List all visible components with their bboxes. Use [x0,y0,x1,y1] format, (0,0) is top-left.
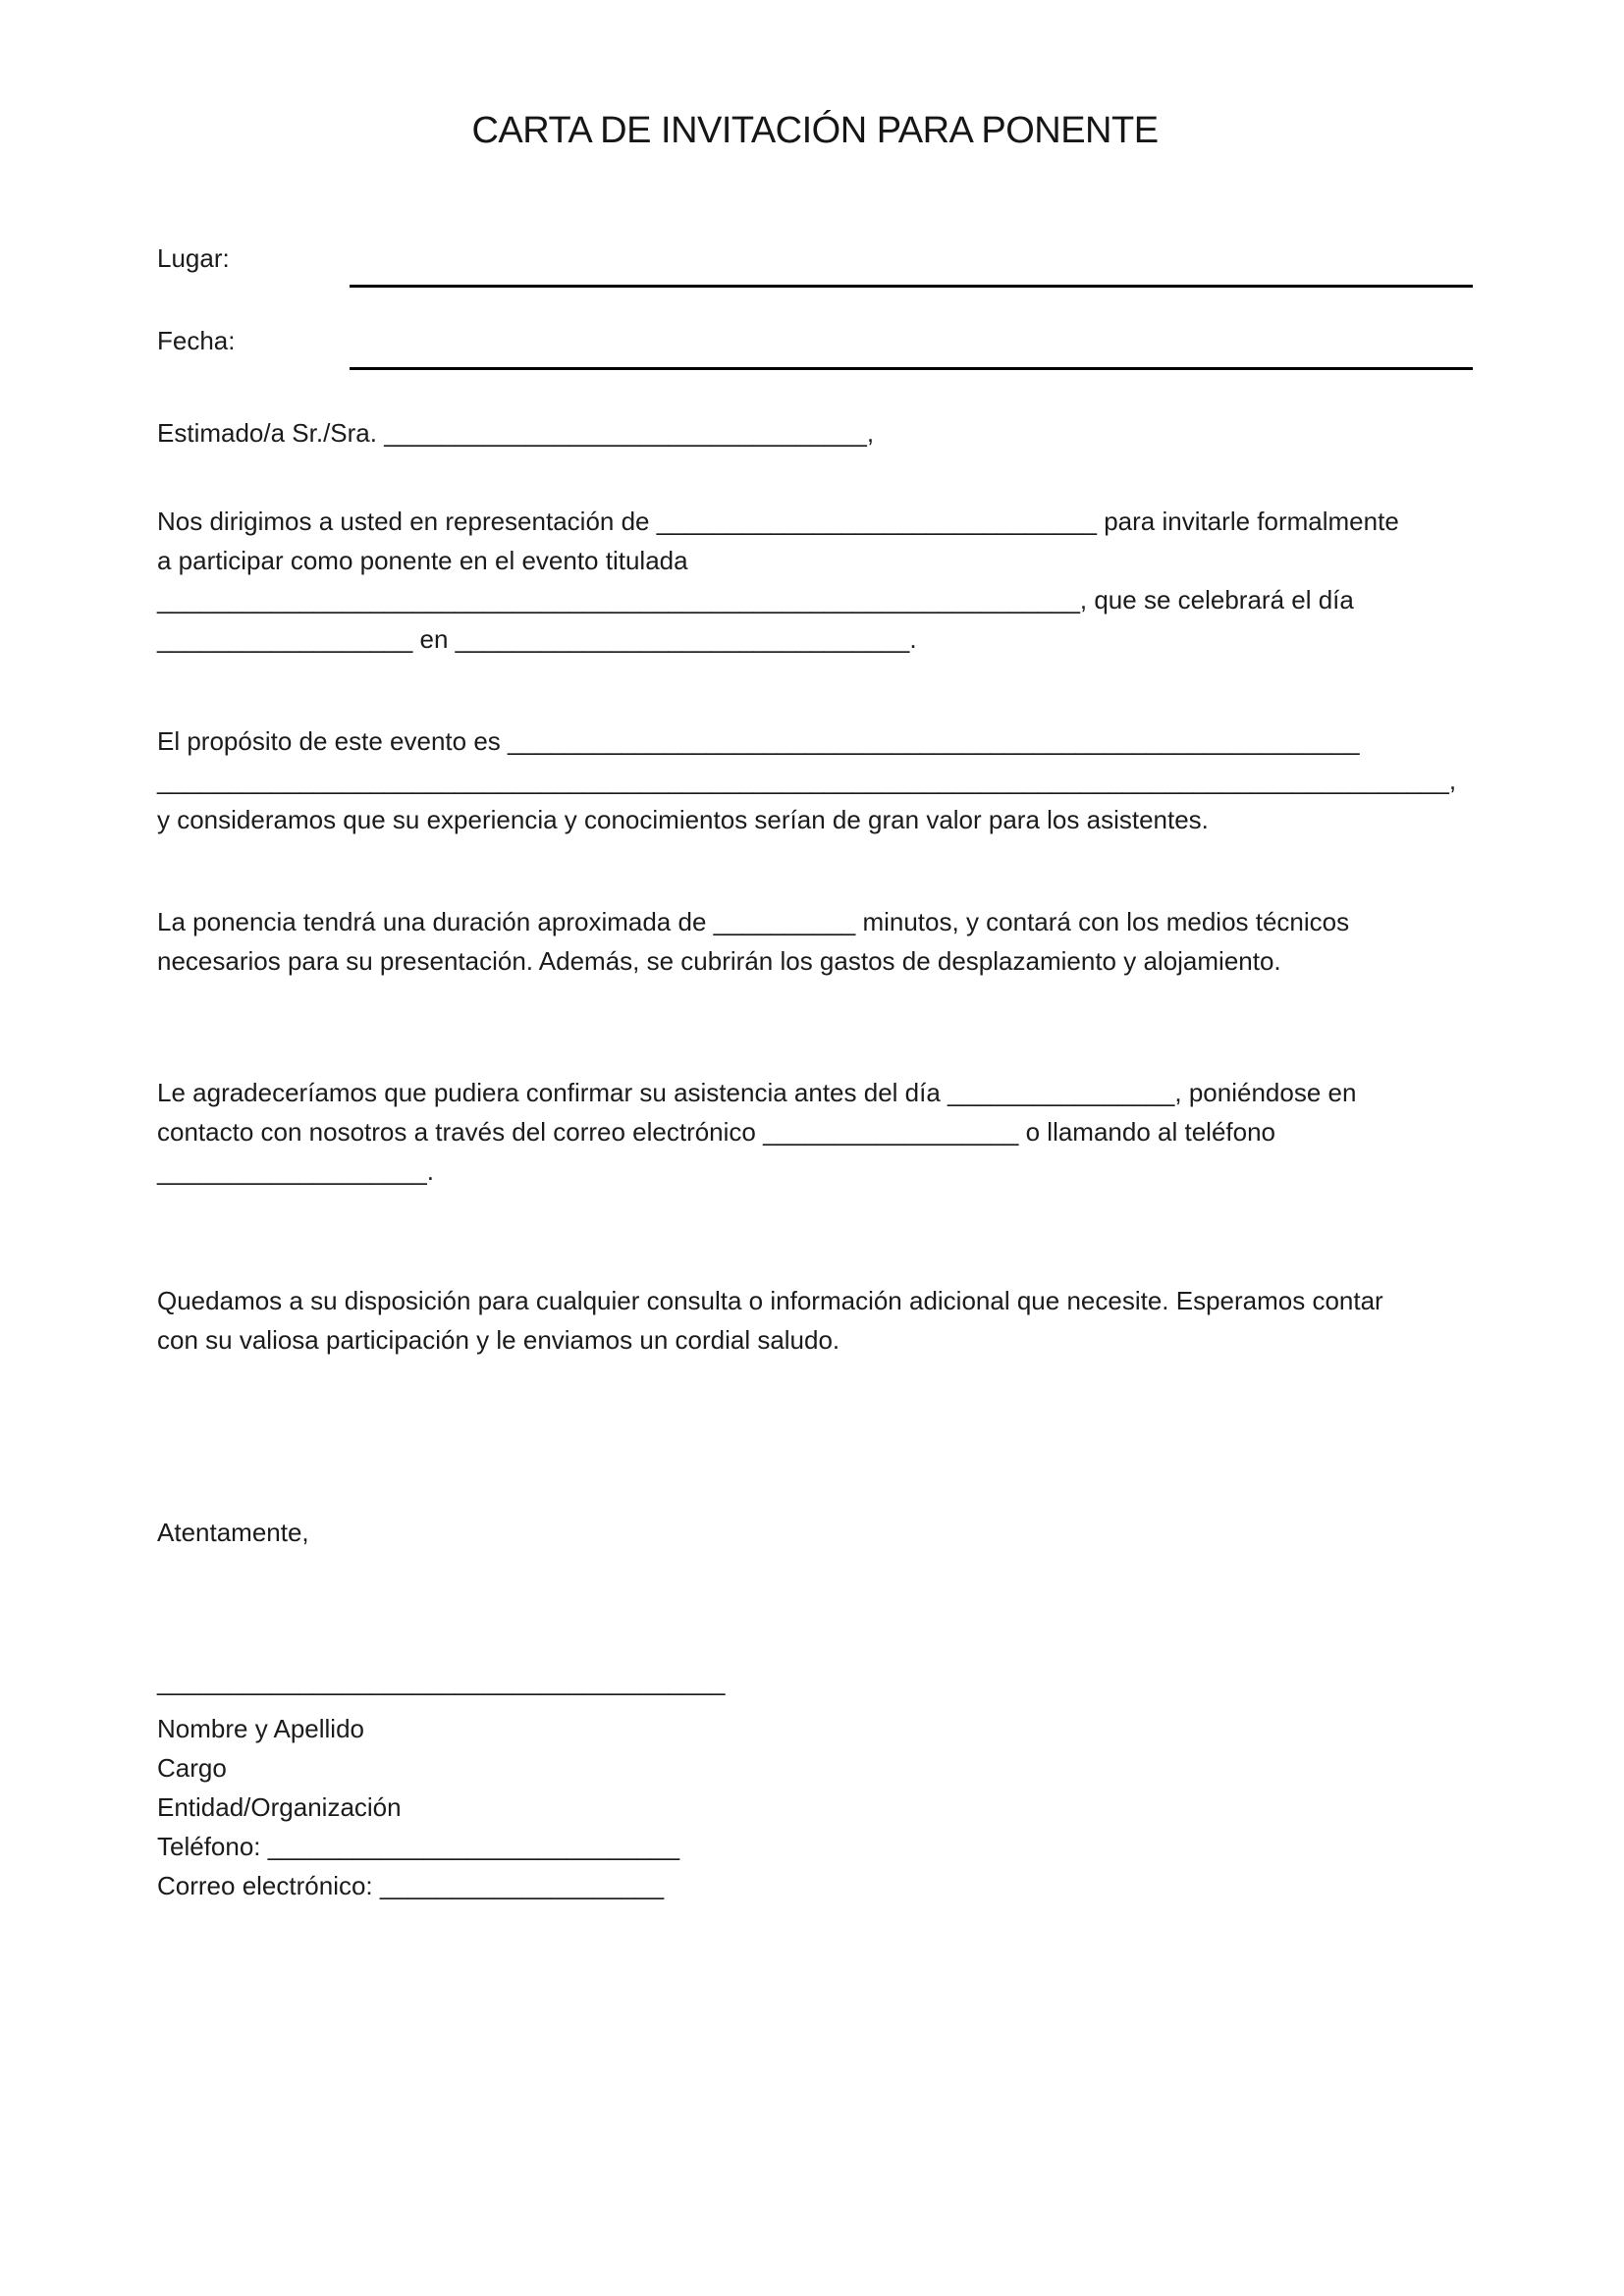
paragraph-line: con su valiosa participación y le enviamos un cordial saludo. [157,1325,840,1355]
paragraph-line: _________________________________________________________________, que se celebrará el día [157,585,1354,614]
paragraph-line: ___________________. [157,1156,434,1186]
paragraph-line: Quedamos a su disposición para cualquier consulta o información adicional que necesite. Esperamos contar [157,1286,1383,1315]
paragraph-line: El propósito de este evento es ____________________________________________________________ [157,726,1360,756]
paragraph-line: y consideramos que su experiencia y conocimientos serían de gran valor para los asistentes. [157,805,1209,834]
paragraph-line: Le agradeceríamos que pudiera confirmar su asistencia antes del día ________________, poniéndose en [157,1078,1357,1107]
paragraph-despedida [157,1281,1473,1360]
paragraph-line: ___________________________________________________________________________________________, [157,766,1457,795]
paragraph-line: necesarios para su presentación. Además, se cubrirán los gastos de desplazamiento y alojamiento. [157,946,1281,976]
signature-email-label: Correo electrónico: ____________________ [157,1871,665,1900]
paragraph-confirmacion [157,1073,1473,1191]
signature-block [157,1662,1473,1905]
closing-line: Atentamente, [157,1518,309,1547]
salutation-line: Estimado/a Sr./Sra. __________________________________, [157,418,875,448]
fecha-field-row [157,321,1473,370]
paragraph-ponencia [157,902,1473,981]
letter-title: CARTA DE INVITACIÓN PARA PONENTE [471,110,1159,151]
signature-name-label: Nombre y Apellido [157,1714,364,1743]
paragraph-line: contacto con nosotros a través del correo electrónico __________________ o llamando al teléfono [157,1117,1276,1147]
paragraph-proposito [157,721,1473,839]
letter-content [0,110,1624,1905]
paragraph-representacion [157,502,1473,659]
signature-phone-label: Teléfono: _____________________________ [157,1832,680,1861]
fecha-label: Fecha: [157,326,236,355]
lugar-label: Lugar: [157,243,230,273]
signature-role-label: Cargo [157,1753,227,1783]
signature-rule: ________________________________________ [157,1667,726,1696]
signature-org-label: Entidad/Organización [157,1792,402,1822]
lugar-field-row [157,239,1473,288]
paragraph-line: a participar como ponente en el evento titulada [157,546,688,575]
paragraph-line: La ponencia tendrá una duración aproximada de __________ minutos, y contará con los medios técnicos [157,907,1350,936]
paragraph-line: __________________ en ________________________________. [157,624,917,654]
paragraph-line: Nos dirigimos a usted en representación de _______________________________ para invitarle formalmente [157,507,1399,536]
lugar-blank-line [350,239,1473,288]
fecha-blank-line [350,321,1473,370]
